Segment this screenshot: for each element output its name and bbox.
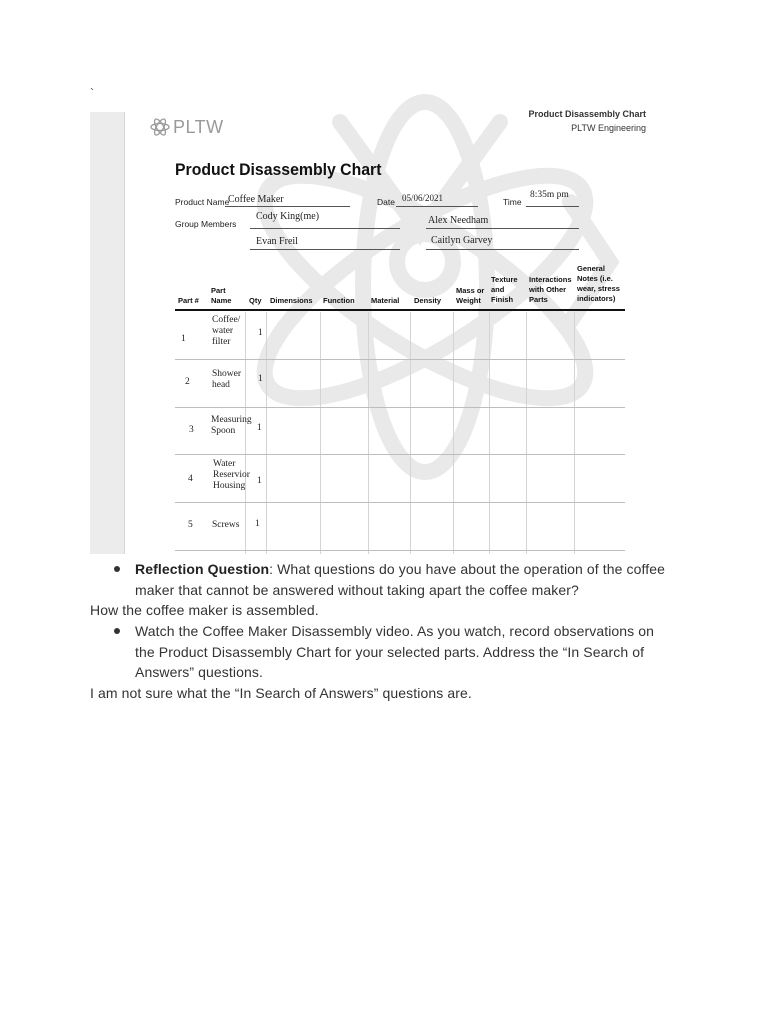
row-divider [175,550,625,551]
member-4-line [426,249,579,250]
member-1-line [250,228,400,229]
row-1-num: 1 [181,334,186,344]
col-header-part-num: Part # [178,296,199,305]
time-line [526,206,579,207]
col-header-part-name: Part Name [211,286,232,305]
answer-2: I am not sure what the “In Search of Answers” questions are. [90,685,472,701]
header-title: Product Disassembly Chart [528,109,646,119]
answer-1: How the coffee maker is assembled. [90,602,319,618]
date-value: 05/06/2021 [402,193,444,203]
bullet-1 [114,566,120,572]
product-name-label: Product Name [175,197,230,207]
row-1-name: Coffee/ water filter [212,315,241,347]
worksheet-header [528,109,646,135]
col-header-qty: Qty [249,296,262,305]
row-2-num: 2 [185,377,190,387]
row-4-num: 4 [188,474,193,484]
col-sep [320,312,321,554]
row-2-name: Shower head [212,369,242,390]
member-2: Alex Needham [428,215,489,226]
product-name-value: Coffee Maker [228,194,284,205]
header-subtitle: PLTW Engineering [571,123,646,133]
worksheet-title: Product Disassembly Chart [175,160,382,179]
row-divider [175,454,625,455]
col-header-texture-finish: Texture and Finish [491,275,518,304]
col-sep [410,312,411,554]
date-label: Date [377,197,395,207]
row-2-qty: 1 [258,374,263,384]
col-header-function: Function [323,296,355,305]
member-1: Cody King(me) [256,211,320,222]
row-divider [175,502,625,503]
date-line [396,206,478,207]
reflection-question [135,559,675,600]
row-5-name: Screws [212,520,240,530]
row-3-num: 3 [189,425,194,435]
row-3-qty: 1 [257,423,262,433]
col-header-interactions: Interactions with Other Parts [529,275,572,304]
worksheet-scan [90,109,646,554]
video-instruction: Watch the Coffee Maker Disassembly video. As you watch, record observations on the Product Disassembly Chart for your selected parts. Address the “In Search of Answers” questions. [135,623,655,680]
member-2-line [426,228,579,229]
group-members-label: Group Members [175,219,237,229]
row-divider [175,407,625,408]
row-4-qty: 1 [257,476,262,486]
time-label: Time [503,197,522,207]
logo-text: PLTW [173,116,224,137]
col-header-material: Material [371,296,400,305]
col-header-density: Density [414,296,442,305]
time-value: 8:35m pm [530,190,569,200]
col-sep [574,312,575,554]
col-sep [368,312,369,554]
bullet-2 [114,628,120,634]
pltw-emblem-icon [150,117,170,137]
col-header-dimensions: Dimensions [270,296,313,305]
member-4: Caitlyn Garvey [431,235,493,246]
product-name-line [225,206,350,207]
col-sep [526,312,527,554]
col-header-mass-weight: Mass or Weight [456,286,485,305]
stray-mark: ` [90,86,94,100]
reflection-question-label: Reflection Question [135,561,270,577]
row-5-num: 5 [188,520,193,530]
row-5-qty: 1 [255,519,260,529]
row-4-name: Water Reservior Housing [213,459,250,491]
row-divider [175,359,625,360]
col-header-general-notes: General Notes (i.e. wear, stress indicators) [577,264,620,303]
member-3-line [250,249,400,250]
table-header-rule [175,309,625,311]
row-3-name: Measuring Spoon [211,415,252,436]
col-sep [489,312,490,554]
member-3: Evan Freil [256,236,298,247]
pltw-logo [150,115,224,139]
col-sep [266,312,267,554]
col-sep [453,312,454,554]
row-1-qty: 1 [258,328,263,338]
reflection-question-text: : What questions do you have about the operation of the coffee maker that cannot be answered without taking apart the coffee maker? [135,561,666,598]
